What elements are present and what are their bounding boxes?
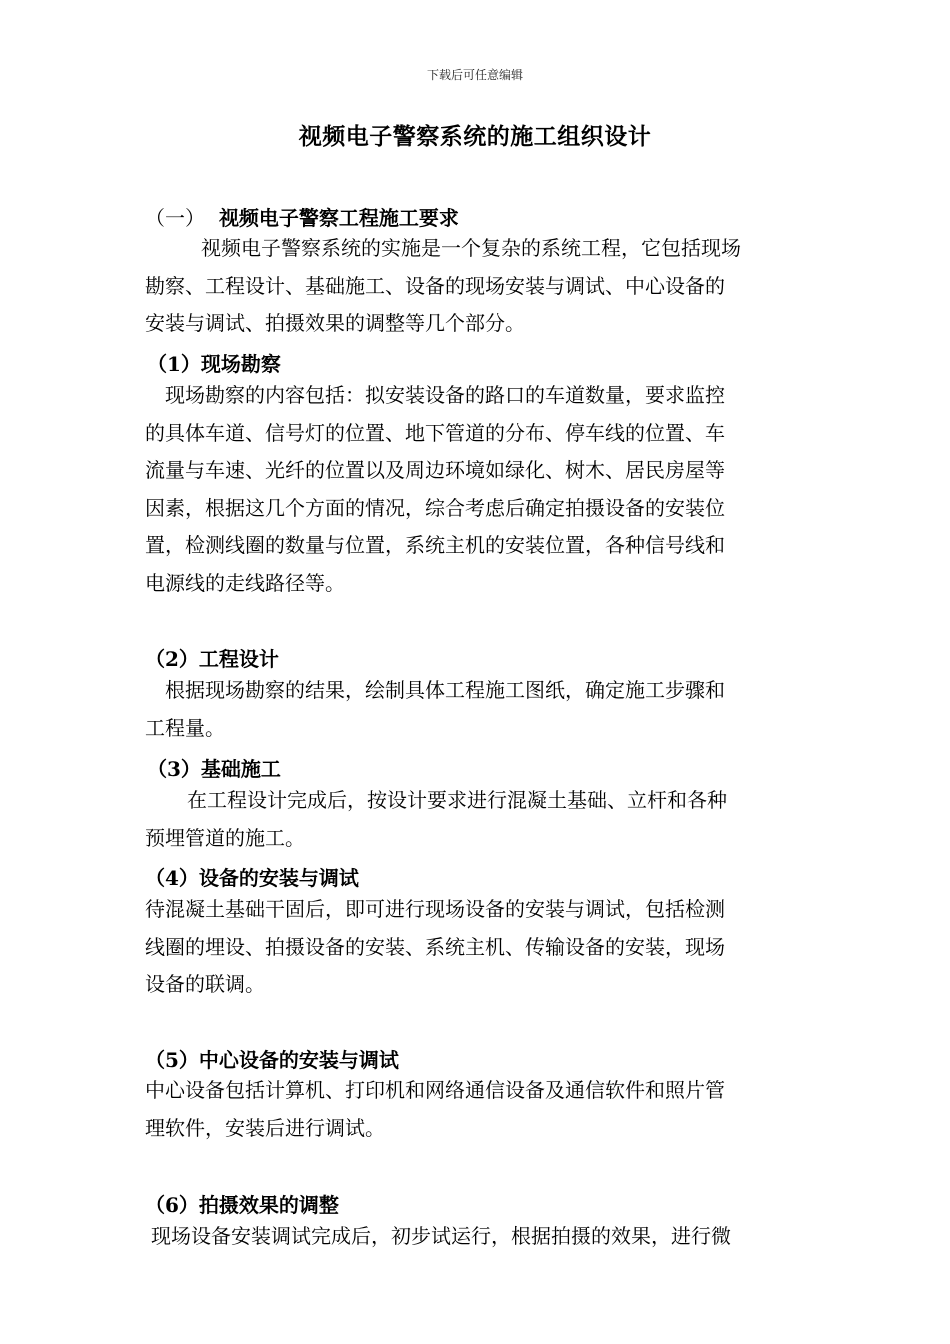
- paragraph-line: 现场勘察的内容包括：拟安装设备的路口的车道数量，要求监控: [165, 383, 725, 407]
- paragraph-line: 待混凝土基础干固后，即可进行现场设备的安装与调试，包括检测: [145, 897, 725, 921]
- paragraph-line: 工程量。: [145, 715, 225, 740]
- item-paragraph: [145, 377, 815, 603]
- paragraph-line: 线圈的埋设、拍摄设备的安装、系统主机、传输设备的安装，现场: [145, 934, 725, 959]
- item-heading: （2）工程设计: [145, 647, 279, 671]
- paragraph-line: 现场设备安装调试完成后，初步试运行，根据拍摄的效果，进行微: [151, 1224, 731, 1248]
- paragraph-line: 流量与车速、光纤的位置以及周边环境如绿化、树木、居民房屋等: [145, 458, 725, 483]
- paragraph-line: 根据现场勘察的结果，绘制具体工程施工图纸，确定施工步骤和: [165, 678, 725, 702]
- item-paragraph: [145, 782, 815, 857]
- paragraph-line: 电源线的走线路径等。: [145, 570, 345, 595]
- item-paragraph: [145, 1218, 815, 1256]
- document-title: 视频电子警察系统的施工组织设计: [298, 123, 652, 150]
- section-title: 视频电子警察工程施工要求: [218, 206, 459, 230]
- section-intro-paragraph: [145, 230, 815, 343]
- paragraph-line: 视频电子警察系统的实施是一个复杂的系统工程，它包括现场: [201, 236, 741, 260]
- section-number: （一）: [145, 206, 205, 230]
- header-note: 下载后可任意编辑: [426, 68, 523, 82]
- paragraph-line: 因素，根据这几个方面的情况，综合考虑后确定拍摄设备的安装位: [145, 495, 725, 520]
- item-heading: （4）设备的安装与调试: [145, 866, 359, 890]
- section-heading: [145, 202, 459, 231]
- paragraph-line: 在工程设计完成后，按设计要求进行混凝土基础、立杆和各种: [187, 788, 727, 812]
- paragraph-line: 安装与调试、拍摄效果的调整等几个部分。: [145, 311, 525, 336]
- item-heading: （6）拍摄效果的调整: [145, 1193, 339, 1217]
- paragraph-line: 勘察、工程设计、基础施工、设备的现场安装与调试、中心设备的: [145, 273, 725, 298]
- paragraph-line: 中心设备包括计算机、打印机和网络通信设备及通信软件和照片管: [145, 1078, 725, 1102]
- item-heading: （3）基础施工: [147, 757, 281, 781]
- item-heading: （1）现场勘察: [147, 352, 281, 376]
- paragraph-line: 预埋管道的施工。: [145, 825, 305, 850]
- paragraph-line: 设备的联调。: [145, 972, 265, 997]
- item-paragraph: [145, 1072, 815, 1147]
- paragraph-line: 置，检测线圈的数量与位置，系统主机的安装位置，各种信号线和: [145, 533, 725, 558]
- paragraph-line: 理软件，安装后进行调试。: [145, 1115, 385, 1140]
- item-heading: （5）中心设备的安装与调试: [145, 1048, 399, 1072]
- item-paragraph: [145, 891, 815, 1004]
- item-paragraph: [145, 672, 815, 747]
- paragraph-line: 的具体车道、信号灯的位置、地下管道的分布、停车线的位置、车: [145, 420, 725, 445]
